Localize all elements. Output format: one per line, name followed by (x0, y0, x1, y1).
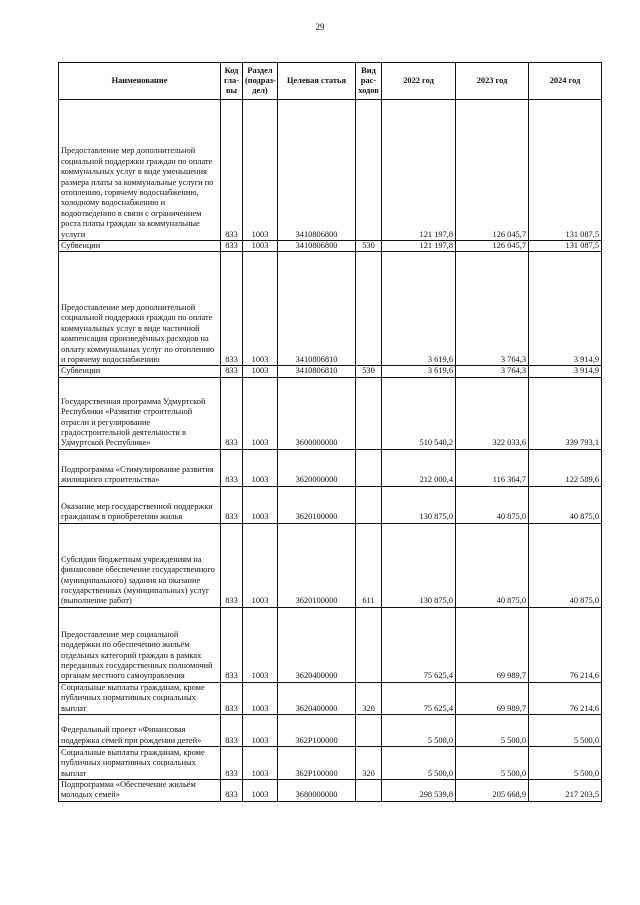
row-code: 833 (221, 607, 243, 682)
row-target: 3620400000 (278, 607, 356, 682)
row-value-2023: 126 045,7 (456, 241, 529, 252)
row-code: 833 (221, 780, 243, 802)
table-row (59, 607, 602, 682)
row-value-2023: 126 045,7 (456, 100, 529, 241)
row-name: Субсидии бюджетным учреждениям на финансовое обеспечение государственного (муниципального) задания на оказание государственных (муниципальных) услуг (выполнение работ) (59, 523, 221, 607)
row-value-2024: 3 914,9 (529, 366, 602, 377)
row-value-2024: 131 087,5 (529, 100, 602, 241)
row-section: 1003 (243, 377, 278, 449)
row-code: 833 (221, 523, 243, 607)
row-value-2022: 121 197,8 (382, 100, 456, 241)
row-value-2024: 122 589,6 (529, 449, 602, 486)
row-value-2022: 75 625,4 (382, 682, 456, 714)
row-value-2022: 298 539,8 (382, 780, 456, 802)
row-value-2023: 40 875,0 (456, 523, 529, 607)
row-value-2023: 40 875,0 (456, 486, 529, 523)
row-code: 833 (221, 377, 243, 449)
row-code: 833 (221, 715, 243, 747)
row-value-2024: 131 087,5 (529, 241, 602, 252)
row-type (356, 607, 382, 682)
row-name: Субвенции (59, 366, 221, 377)
row-target: 3410806810 (278, 366, 356, 377)
table-row (59, 377, 602, 449)
row-name: Предоставление мер дополнительной социальной поддержки граждан по оплате коммунальных услуг в виде частичной компенсации произведённых расходов на оплату коммунальных услуг по отоплению и горячему водоснабжению (59, 252, 221, 366)
row-code: 833 (221, 449, 243, 486)
table-row (59, 523, 602, 607)
row-value-2024: 40 875,0 (529, 523, 602, 607)
row-value-2022: 3 619,6 (382, 366, 456, 377)
table-row (59, 449, 602, 486)
row-value-2024: 339 793,1 (529, 377, 602, 449)
row-value-2022: 510 540,2 (382, 377, 456, 449)
row-value-2022: 5 500,0 (382, 747, 456, 780)
row-value-2024: 5 500,0 (529, 747, 602, 780)
row-name: Предоставление мер дополнительной социальной поддержки граждан по оплате коммунальных услуг в виде уменьшения размера платы за коммунальные услуги по отоплению, горячему водоснабжению, холодному водоснабжению и водоотведению в связи с ограничением роста платы граждан за коммунальные услуги (59, 100, 221, 241)
row-section: 1003 (243, 449, 278, 486)
row-code: 833 (221, 747, 243, 780)
row-type (356, 377, 382, 449)
row-type: 611 (356, 523, 382, 607)
row-value-2022: 130 875,0 (382, 523, 456, 607)
row-target: 3600000000 (278, 377, 356, 449)
table-row (59, 715, 602, 747)
row-section: 1003 (243, 100, 278, 241)
row-target: 3410806800 (278, 100, 356, 241)
table-row (59, 780, 602, 802)
row-value-2024: 76 214,6 (529, 607, 602, 682)
row-name: Государственная программа Удмуртской Республики «Развитие строительной отрасли и регулирование градостроительной деятельности в Удмуртской Республике» (59, 377, 221, 449)
header-2022: 2022 год (382, 63, 456, 100)
row-value-2022: 212 000,4 (382, 449, 456, 486)
table-row (59, 100, 602, 241)
row-value-2023: 116 364,7 (456, 449, 529, 486)
header-2023: 2023 год (456, 63, 529, 100)
table-row (59, 241, 602, 252)
row-type (356, 780, 382, 802)
table-row (59, 486, 602, 523)
header-name: Наименование (59, 63, 221, 100)
row-type: 530 (356, 366, 382, 377)
row-type (356, 449, 382, 486)
table-row (59, 747, 602, 780)
row-target: 3410806800 (278, 241, 356, 252)
row-value-2022: 3 619,6 (382, 252, 456, 366)
table-row (59, 252, 602, 366)
row-type: 320 (356, 682, 382, 714)
row-value-2024: 3 914,9 (529, 252, 602, 366)
row-name: Социальные выплаты гражданам, кроме публичных нормативных социальных выплат (59, 747, 221, 780)
row-value-2022: 75 625,4 (382, 607, 456, 682)
row-section: 1003 (243, 715, 278, 747)
row-target: 3620400000 (278, 682, 356, 714)
row-value-2023: 3 764,3 (456, 252, 529, 366)
row-value-2023: 5 500,0 (456, 715, 529, 747)
row-section: 1003 (243, 252, 278, 366)
row-section: 1003 (243, 366, 278, 377)
row-section: 1003 (243, 747, 278, 780)
row-name: Оказание мер государственной поддержки гражданам в приобретении жилья (59, 486, 221, 523)
row-code: 833 (221, 486, 243, 523)
header-type: Вид рас- ходов (356, 63, 382, 100)
row-code: 833 (221, 682, 243, 714)
table-row (59, 366, 602, 377)
row-code: 833 (221, 100, 243, 241)
row-target: 3410806810 (278, 252, 356, 366)
row-name: Субвенции (59, 241, 221, 252)
row-code: 833 (221, 252, 243, 366)
row-value-2023: 69 989,7 (456, 607, 529, 682)
row-section: 1003 (243, 523, 278, 607)
row-code: 833 (221, 366, 243, 377)
row-section: 1003 (243, 780, 278, 802)
row-target: 362P100000 (278, 715, 356, 747)
row-section: 1003 (243, 607, 278, 682)
header-section: Раздел (подраз- дел) (243, 63, 278, 100)
row-type (356, 100, 382, 241)
header-2024: 2024 год (529, 63, 602, 100)
row-value-2024: 217 203,5 (529, 780, 602, 802)
row-target: 3620100000 (278, 486, 356, 523)
row-value-2022: 121 197,8 (382, 241, 456, 252)
row-code: 833 (221, 241, 243, 252)
row-value-2023: 69 989,7 (456, 682, 529, 714)
row-section: 1003 (243, 682, 278, 714)
row-type (356, 252, 382, 366)
header-code: Код гла- вы (221, 63, 243, 100)
row-target: 3680000000 (278, 780, 356, 802)
row-section: 1003 (243, 241, 278, 252)
row-section: 1003 (243, 486, 278, 523)
row-name: Подпрограмма «Обеспечение жильём молодых семей» (59, 780, 221, 802)
row-target: 3620100000 (278, 523, 356, 607)
row-value-2022: 130 875,0 (382, 486, 456, 523)
budget-table (58, 62, 602, 802)
row-value-2022: 5 500,0 (382, 715, 456, 747)
row-type (356, 715, 382, 747)
header-row (59, 63, 602, 100)
row-type (356, 486, 382, 523)
table-row (59, 682, 602, 714)
row-type: 320 (356, 747, 382, 780)
row-name: Социальные выплаты гражданам, кроме публичных нормативных социальных выплат (59, 682, 221, 714)
row-target: 3620000000 (278, 449, 356, 486)
row-value-2024: 40 875,0 (529, 486, 602, 523)
row-name: Федеральный проект «Финансовая поддержка семей при рождении детей» (59, 715, 221, 747)
row-target: 362P100000 (278, 747, 356, 780)
row-value-2024: 5 500,0 (529, 715, 602, 747)
row-value-2023: 5 500,0 (456, 747, 529, 780)
row-name: Подпрограмма «Стимулирование развития жилищного строительства» (59, 449, 221, 486)
page-number: 29 (315, 22, 325, 32)
row-value-2023: 3 764,3 (456, 366, 529, 377)
row-value-2023: 322 033,6 (456, 377, 529, 449)
header-target: Целевая статья (278, 63, 356, 100)
row-type: 530 (356, 241, 382, 252)
row-value-2024: 76 214,6 (529, 682, 602, 714)
row-value-2023: 205 668,9 (456, 780, 529, 802)
row-name: Предоставление мер социальной поддержки по обеспечению жильём отдельных категорий граждан в рамках переданных государственных полномочий органам местного самоуправления (59, 607, 221, 682)
